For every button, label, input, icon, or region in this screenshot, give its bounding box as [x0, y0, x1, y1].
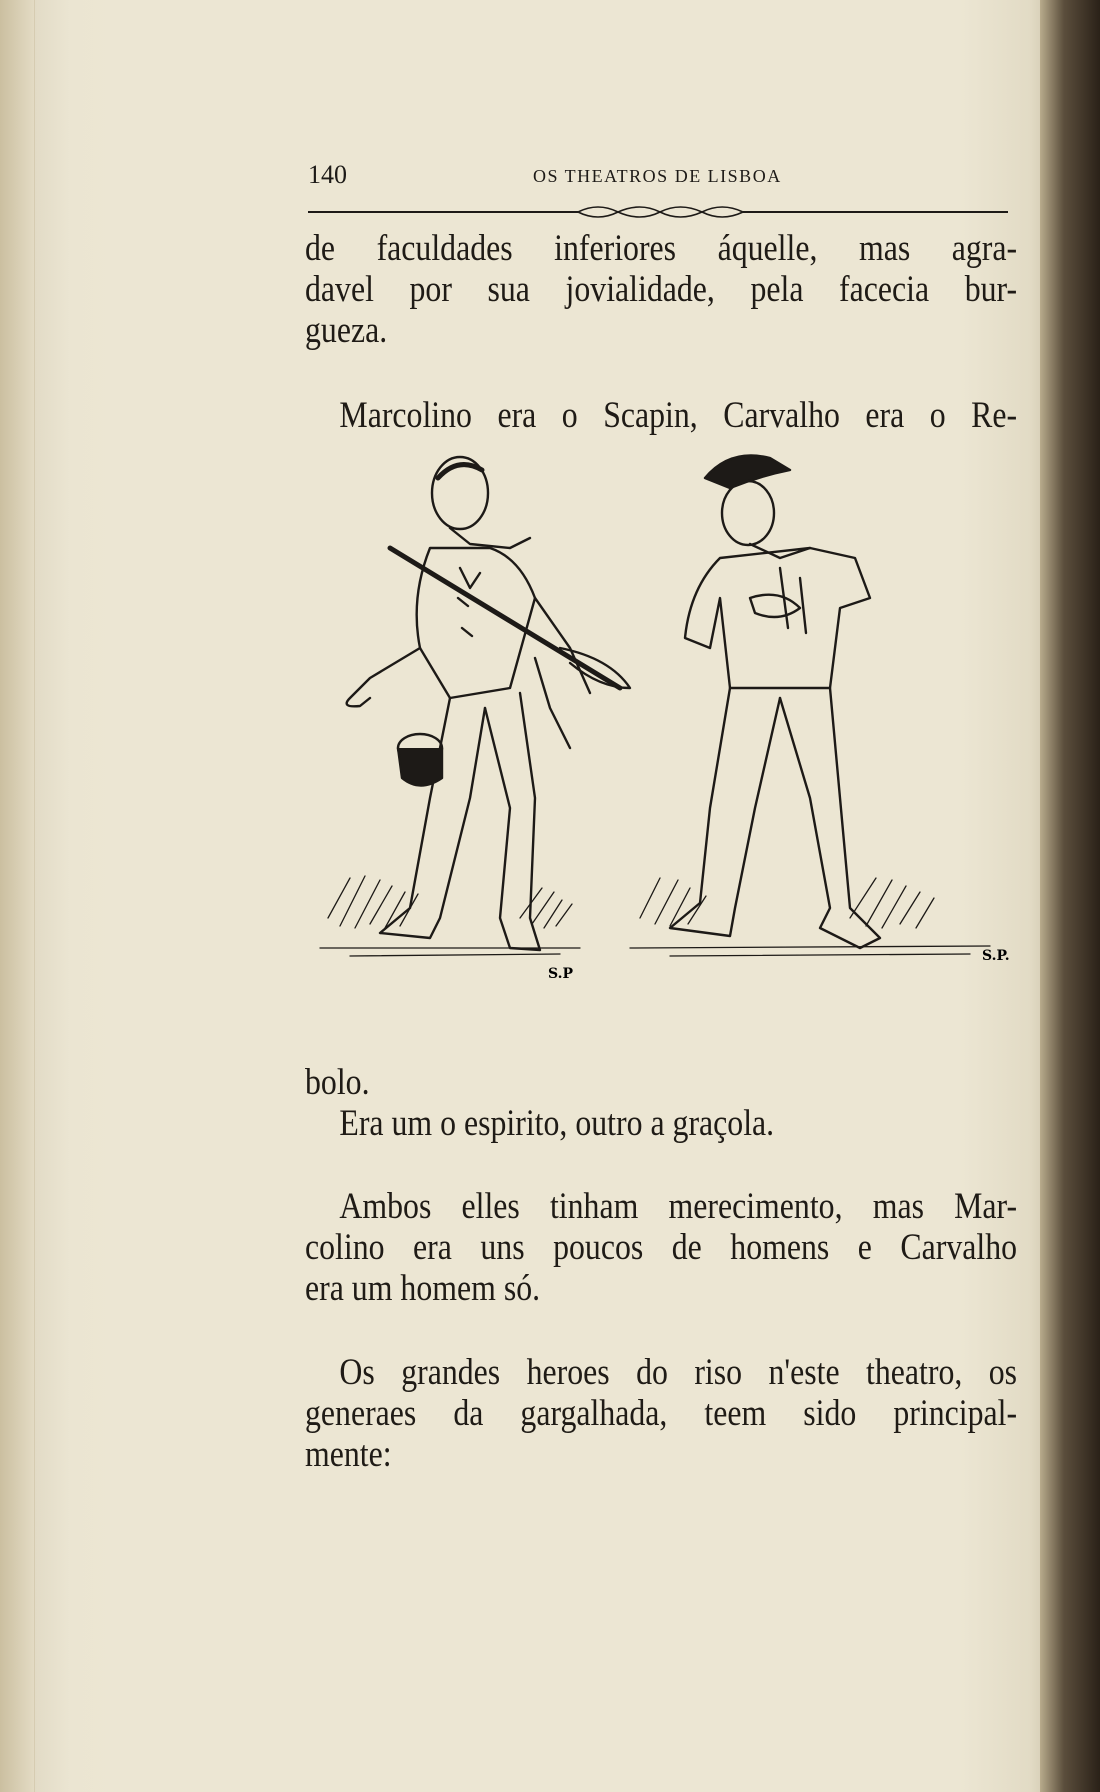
- artist-signature-right: S.P.: [982, 948, 1010, 964]
- paragraph-4: [305, 1186, 1018, 1309]
- page-edge: [0, 0, 35, 1792]
- text-line: Marcolino era o Scapin, Carvalho era o Re-: [339, 395, 1018, 436]
- text-line: mente:: [305, 1434, 392, 1475]
- caricature-illustration: [310, 448, 1020, 1048]
- text-line: Os grandes heroes do riso n'este theatro, os: [339, 1352, 1018, 1393]
- text-line: gueza.: [305, 310, 388, 351]
- text-line: davel por sua jovialidade, pela facecia bur-: [305, 269, 1018, 310]
- paragraph-5: [305, 1352, 1018, 1475]
- paragraph-2-start: [305, 395, 1018, 436]
- page-number: 140: [308, 160, 347, 189]
- paragraph-2-end: [305, 1062, 917, 1144]
- page-header: [308, 160, 1014, 190]
- text-line: colino era uns poucos de homens e Carvalho: [305, 1227, 1018, 1268]
- text-line: Era um o espirito, outro a graçola.: [339, 1103, 775, 1144]
- artist-signature-left: S.P: [548, 966, 574, 982]
- running-title: OS THEATROS DE LISBOA: [533, 166, 782, 186]
- text-line: de faculdades inferiores áquelle, mas agra-: [305, 228, 1018, 269]
- text-line: era um homem só.: [305, 1268, 541, 1309]
- text-line: bolo.: [305, 1062, 370, 1103]
- text-line: Ambos elles tinham merecimento, mas Mar-: [339, 1186, 1018, 1227]
- ornamental-rule: [308, 200, 1008, 224]
- book-gutter: [1040, 0, 1100, 1792]
- text-line: generaes da gargalhada, teem sido principal-: [305, 1393, 1018, 1434]
- paragraph-1: [305, 228, 1018, 351]
